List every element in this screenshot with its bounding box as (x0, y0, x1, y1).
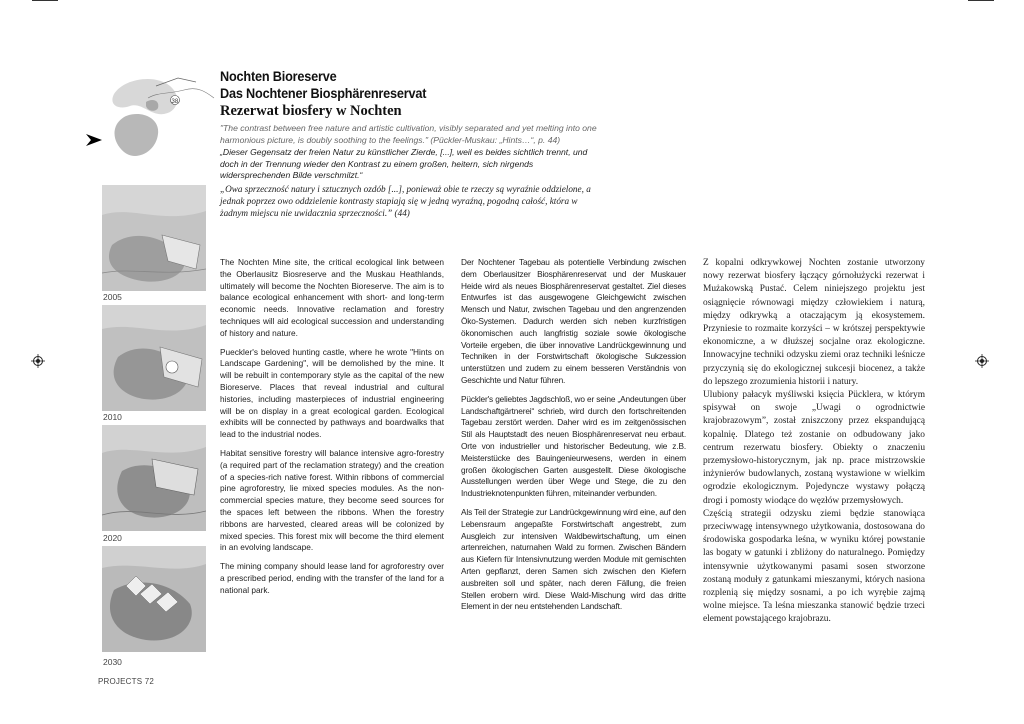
year-label-2010: 2010 (103, 412, 122, 422)
german-paragraph: Als Teil der Strategie zur Landrückgewinnung wird eine, auf den Lebensraum angepaßte Forstwirtschaft angestrebt, zum Ausgleich zur intensiven Waldbewirtschaftung, um einen artenreichen, naturnahen Wald zu formen. Zwischen Bändern aus Kiefern für Intensivnutzung werden Module mit gemischten Arten gepflanzt, deren Samen sich zwischen den Kiefern ausbreiten soll und später, nach deren Fällung, die freien Stellen erobern wird. Diese Wald-Mischung wird das dritte Element in der neu entstehenden Landschaft. (461, 506, 686, 612)
page-footer: PROJECTS 72 (98, 677, 154, 686)
polish-paragraph: Ulubiony pałacyk myśliwski księcia Pücklera, w którym spisywał on swoje „Uwagi o ogrodnictwie krajobrazowym”, został zniszczony przez ekspandującą kopalnię. Dlatego też zostanie on odbudowany jako centrum rezerwatu biosfery. Obiekty o znaczeniu przemysłowo-historycznym, jak np. prace mistrzowskie inżynierów budowlanych, zostaną wystawione w wielkim ogrodzie ekologicznym. Pojedyncze wystawy połączą drogi i pomosty wiodące do węzłów przemysłowych. (703, 390, 925, 506)
german-paragraph: Pückler's geliebtes Jagdschloß, wo er seine „Andeutungen über Landschaftgärtnerei“ schrieb, wird durch den fortschreitenden Tagebau zerstört werden. Daher wird es im zeitgenössischen Stil als Hauptstadt des neuen Biosphärenreservat neu erbaut. Orte von industrieller und historischer Bedeutung, wie z.B. Meisterstücke des Bauingenieurwesens, werden in einem großen ökologischen Garten ausgestellt. Diese ökologische Ausstellungen werden über Wege und Stege, die zu den Industrieknotenpunkten führen, miteinander verbunden. (461, 393, 686, 499)
polish-text-column (703, 257, 925, 627)
english-paragraph: The mining company should lease land for agroforestry over a prescribed period, ending with the transfer of the land for a national park. (220, 561, 444, 595)
quote-german: „Dieser Gegensatz der freien Natur zu künstlicher Zierde, [...], weil es beides sichtlich trennt, und doch in der Trennung wieder den Kontrast zu einem großen, heitern, sich nirgends widersprechenden Bilde verschmilzt.“ (220, 147, 588, 181)
german-paragraph: Der Nochtener Tagebau als potentielle Verbindung zwischen dem Oberlausitzer Biosphärenreservat und der Muskauer Heide wird als neues Biosphärenreservat gestaltet. Ziel dieses Entwurfes ist das ausgewogene Gleichgewicht zwischen Mensch und Natur, zwischen Tagebau und den angrenzenden Öko-Systemen. Dadurch werden sich neben kurzfristigen ökonomischen auch langfristig soziale sowie ökologische Vorteile ergeben, die über innovative Landrückgewinnung und Techniken in der Forstwirtschaft ökologische Sukzession unterstützen und zudem zu einem besseren Verständnis von Geschichte und Natur führen. (461, 257, 686, 385)
aerial-plan-2010 (102, 305, 206, 411)
quote-polish: „Owa sprzeczność natury i sztucznych ozdób [...], ponieważ obie te rzeczy są wyraźnie oddzielone, a jednak poprzez owo oddzielenie kontrasty stapiają się w jedną wyraźną, pogodną całość, która w żadnym miejscu nie uwidacznia sprzeczności.” (44) (220, 183, 591, 218)
aerial-plan-2005 (102, 185, 206, 291)
aerial-plan-2030 (102, 546, 206, 652)
title-german: Das Nochtener Biosphärenreservat (220, 86, 427, 101)
title-english: Nochten Bioreserve (220, 69, 337, 84)
english-text-column (220, 257, 444, 604)
title-block (220, 68, 600, 219)
german-text-column (461, 257, 686, 620)
location-map-icon (86, 72, 218, 164)
aerial-plan-2020 (102, 425, 206, 531)
english-paragraph: The Nochten Mine site, the critical ecological link between the Oberlausitz Biosreserve and the Muskau Heathlands, ultimately will become the Nochten Bioreserve. The aim is to balance ecological enhancement with short- and long-term economic needs. Innovative reclamation and forestry techniques will aid ecological succession and understanding of history and nature. (220, 257, 444, 338)
english-paragraph: Habitat sensitive forestry will balance intensive agro-forestry (a required part of the reclamation strategy) and the creation of a species-rich native forest. Within ribbons of commercial pine agroforestry, lie mixed species modules. As the non-commercial species mature, they become seed sources for the spaces left between the ribbons. When the forestry ribbons are harvested, cleared areas will be colonized by mixed species. This forest mix will become the third element in an evolving landscape. (220, 447, 444, 553)
svg-text:38: 38 (171, 99, 179, 105)
registration-mark-right-icon (975, 354, 989, 368)
quote-english: "The contrast between free nature and artistic cultivation, visibly separated and yet melting into one harmonious picture, is doubly soothing to the feelings." (Pückler-Muskau: „Hints…“, p. 44) (220, 123, 597, 145)
english-paragraph: Pueckler's beloved hunting castle, where he wrote "Hints on Landscape Gardening", will be demolished by the mine. It will be rebuilt in contemporary style as the capital of the new Bioreserve. Places that reveal industrial and cultural histories, including masterpieces of industrial engineering will be on display in a great ecological garden. Ecological exhibits will be connected by pathways and boardwalks that lead to the industrial nodes. (220, 346, 444, 440)
title-polish: Rezerwat biosfery w Nochten (220, 103, 402, 119)
year-label-2030: 2030 (103, 657, 122, 667)
registration-mark-left-icon (31, 354, 45, 368)
polish-paragraph: Częścią strategii odzysku ziemi będzie stanowiąca przeciwwagę intensywnego użytkowania, dostosowana do środowiska gospodarka leśna, w wyniku której powstanie las bogaty w gatunki i zbliżony do naturalnego. Pomiędzy intensywnie użytkowanymi pasami sosen stworzone zostaną moduły z gatunkami mieszanymi, których nasiona rozplenią się między sosnami, a po ich wyrębie zajmą wolne miejsce. Ta leśna mieszanka stanowić będzie trzeci element powstającego krajobrazu. (703, 508, 925, 625)
year-label-2005: 2005 (103, 292, 122, 302)
year-label-2020: 2020 (103, 533, 122, 543)
crop-mark-left (32, 0, 58, 1)
crop-mark-right (968, 0, 994, 1)
polish-paragraph: Z kopalni odkrywkowej Nochten zostanie utworzony nowy rezerwat biosfery łączący górnołużycki rezerwat i Mużakowską Pustać. Celem niniejszego projektu jest osiągnięcie równowagi między człowiekiem i naturą, między odkrywką a otaczającym ją ekosystemem. Przyniesie to rozmaite korzyści – w krótszej perspektywie ekonomiczne, a w dłuższej socjalne oraz ekologiczne. Innowacyjne techniki odzysku ziemi oraz techniki leśnicze przyczynią się do ekologicznej sukcesji biocenez, a także do lepszego zrozumienia historii i natury. (703, 258, 925, 387)
